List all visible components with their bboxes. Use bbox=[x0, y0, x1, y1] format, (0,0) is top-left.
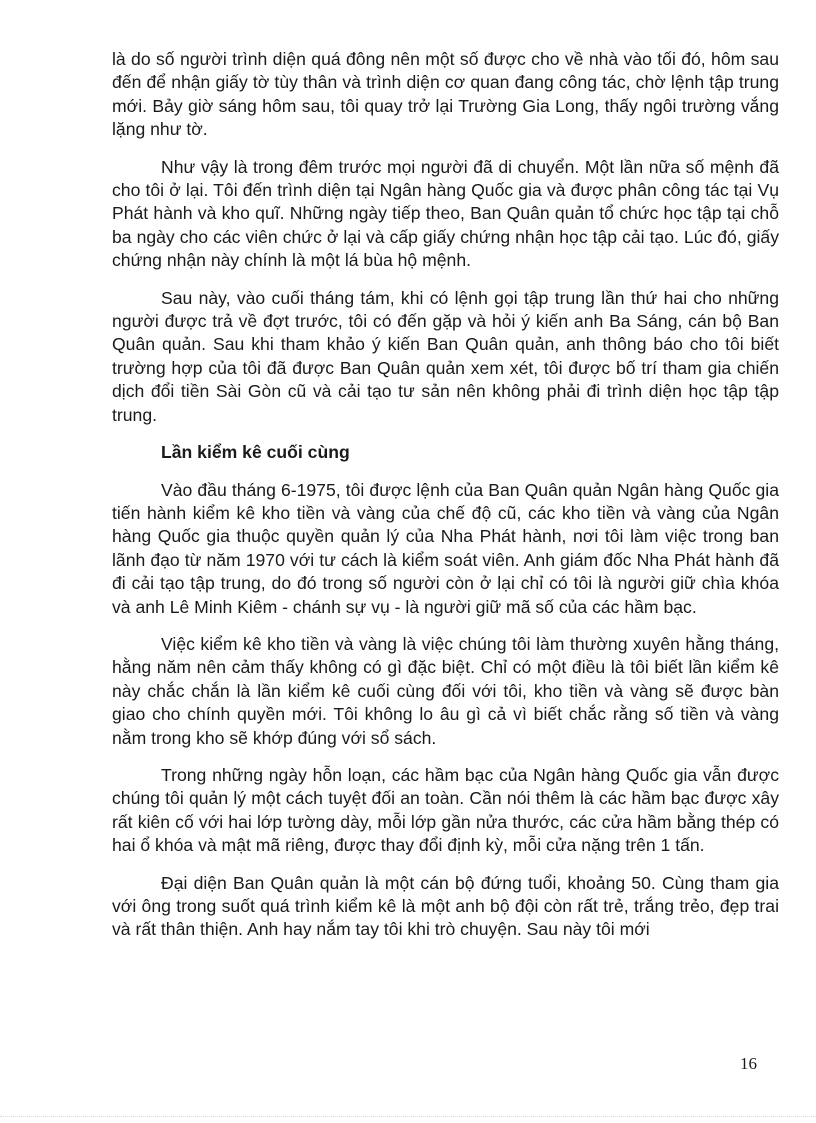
body-paragraph-3: Sau này, vào cuối tháng tám, khi có lệnh gọi tập trung lần thứ hai cho những người được trả về đợt trước, tôi có đến gặp và hỏi ý kiến anh Ba Sáng, cán bộ Ban Quân quản. Sau khi tham khảo ý kiến Ban Quân quản, anh thông báo cho tôi biết trường hợp của tôi đã được Ban Quân quản xem xét, tôi được bố trí tham gia chiến dịch đổi tiền Sài Gòn cũ và cải tạo tư sản nên không phải đi trình diện học tập tập trung. bbox=[112, 287, 779, 425]
body-paragraph-2: Như vậy là trong đêm trước mọi người đã di chuyển. Một lần nữa số mệnh đã cho tôi ở lại. Tôi đến trình diện tại Ngân hàng Quốc gia và được phân công tác tại Vụ Phát hành và kho quĩ. Những ngày tiếp theo, Ban Quân quản tổ chức học tập tại chỗ ba ngày cho các viên chức ở lại và cấp giấy chứng nhận học tập cải tạo. Lúc đó, giấy chứng nhận này chính là một lá bùa hộ mệnh. bbox=[112, 156, 779, 271]
page-bottom-divider bbox=[0, 1116, 816, 1117]
section-paragraph-1: Vào đầu tháng 6-1975, tôi được lệnh của Ban Quân quản Ngân hàng Quốc gia tiến hành kiểm kê kho tiền và vàng của chế độ cũ, các kho tiền và vàng của Ngân hàng Quốc gia thuộc quyền quản lý của Nha Phát hành, nơi tôi làm việc trong ban lãnh đạo từ năm 1970 với tư cách là kiểm soát viên. Anh giám đốc Nha Phát hành đã đi cải tạo tập trung, do đó trong số người còn ở lại chỉ có tôi là người giữ chìa khóa và anh Lê Minh Kiêm - chánh sự vụ - là người giữ mã số của các hầm bạc. bbox=[112, 479, 779, 617]
section-heading: Lần kiểm kê cuối cùng bbox=[161, 442, 350, 463]
section-paragraph-2: Việc kiểm kê kho tiền và vàng là việc chúng tôi làm thường xuyên hằng tháng, hằng năm nên cảm thấy không có gì đặc biệt. Chỉ có một điều là tôi biết lần kiểm kê này chắc chắn là lần kiểm kê cuối cùng đối với tôi, kho tiền và vàng sẽ được bàn giao cho chính quyền mới. Tôi không lo âu gì cả vì biết chắc rằng số tiền và vàng nằm trong kho sẽ khớp đúng với sổ sách. bbox=[112, 633, 779, 748]
section-paragraph-4: Đại diện Ban Quân quản là một cán bộ đứng tuổi, khoảng 50. Cùng tham gia với ông trong suốt quá trình kiểm kê là một anh bộ đội còn rất trẻ, trắng trẻo, đẹp trai và rất thân thiện. Anh hay nắm tay tôi khi trò chuyện. Sau này tôi mới bbox=[112, 872, 779, 940]
page-body bbox=[112, 48, 779, 956]
body-paragraph-1: là do số người trình diện quá đông nên một số được cho về nhà vào tối đó, hôm sau đến để nhận giấy tờ tùy thân và trình diện cơ quan đang công tác, chờ lệnh tập trung mới. Bảy giờ sáng hôm sau, tôi quay trở lại Trường Gia Long, thấy ngôi trường vắng lặng như tờ. bbox=[112, 49, 779, 140]
section-paragraph-3: Trong những ngày hỗn loạn, các hầm bạc của Ngân hàng Quốc gia vẫn được chúng tôi quản lý một cách tuyệt đối an toàn. Cần nói thêm là các hầm bạc được xây rất kiên cố với hai lớp tường dày, mỗi lớp gần nửa thước, các cửa hầm bằng thép có hai ổ khóa và mật mã riêng, được thay đổi định kỳ, mỗi cửa nặng trên 1 tấn. bbox=[112, 764, 779, 856]
page-number: 16 bbox=[740, 1054, 757, 1073]
